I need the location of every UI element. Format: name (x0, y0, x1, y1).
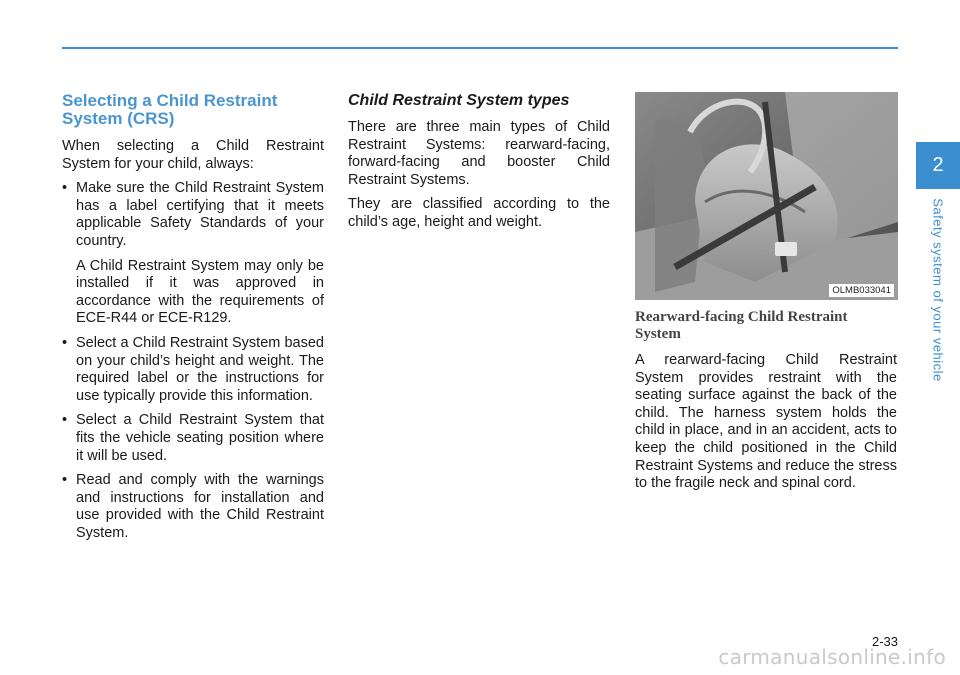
section-title: Child Restraint System types (348, 92, 570, 109)
chapter-label: Safety system of your vehicle (930, 198, 946, 382)
list-item (62, 180, 324, 328)
figure-title: Rearward-facing Child Restraint System (635, 309, 848, 342)
figure-block (635, 92, 897, 500)
page-number: 2-33 (871, 634, 898, 649)
figure-code-label: OLMB033041 (829, 284, 894, 297)
section-crs-types (348, 92, 610, 239)
classification-paragraph: They are classified according to the child’s age, height and weight. (348, 196, 610, 230)
figure-description: A rearward-facing Child Restraint System provides restraint with the seating surface against the back of the child. The harness system holds the child in place, and in an accident, acts to keep the child positioned in the Child Restraint Systems and reduce the stress to the fragile neck and spinal cord. (635, 352, 897, 492)
top-rule (62, 47, 898, 49)
section-title: Selecting a Child Restraint System (CRS) (62, 91, 278, 128)
list-item-text: Make sure the Child Restraint System has a label certifying that it meets applicable Safety Standards of your country. (76, 180, 324, 249)
list-item-subtext: A Child Restraint System may only be installed if it was approved in accordance with the requirements of ECE-R44 or ECE-R129. (76, 257, 324, 327)
bullet-glyph: • (62, 334, 68, 351)
list-item (62, 335, 324, 405)
list-item (62, 472, 324, 542)
bullet-glyph: • (62, 412, 68, 429)
child-seat-illustration (635, 92, 898, 300)
list-item-text: Select a Child Restraint System based on your child’s height and weight. The required label or the instructions for use typically provide this information. (76, 334, 324, 404)
child-seat-photo (635, 92, 898, 300)
watermark: carmanualsonline.info (718, 645, 946, 669)
list-item-text: Read and comply with the warnings and instructions for installation and use provided with the Child Restraint System. (76, 472, 324, 541)
list-item-text: Select a Child Restraint System that fits the vehicle seating position where it will be used. (76, 412, 324, 464)
intro-paragraph: When selecting a Child Restraint System for your child, always: (62, 138, 324, 172)
types-paragraph: There are three main types of Child Restraint Systems: rearward-facing, forward-facing and booster Child Restraint Systems. (348, 119, 610, 188)
bullet-list (62, 180, 324, 542)
list-item (62, 412, 324, 465)
bullet-glyph: • (62, 472, 68, 489)
section-crs-selection (62, 92, 324, 549)
chapter-tab: 2 (916, 142, 960, 189)
bullet-glyph: • (62, 180, 68, 197)
